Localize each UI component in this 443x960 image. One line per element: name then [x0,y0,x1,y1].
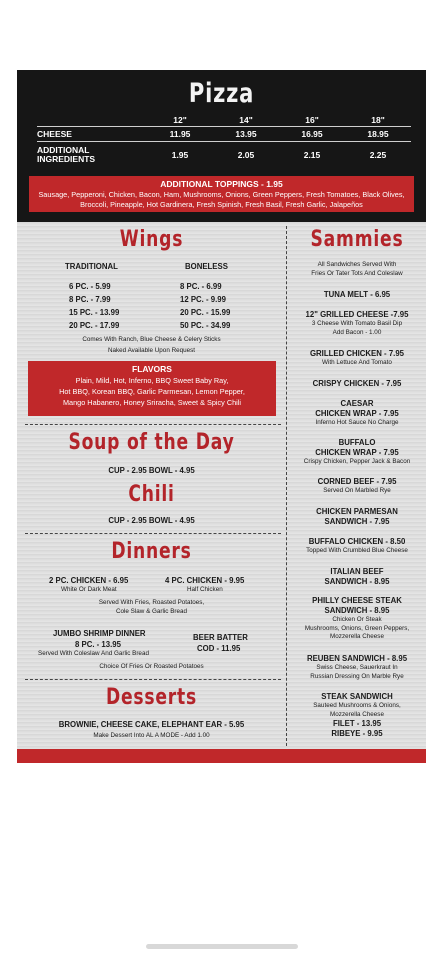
price-cell: 11.95 [169,129,191,139]
flavors-line: Mango Habanero, Honey Sriracha, Sweet & Spicy Chili [62,398,242,407]
corned-beef-item [290,477,424,496]
size-12: 12" [173,115,187,125]
flavors-line: Hot BBQ, Korean BBQ, Garlic Parmesan, Lemon Pepper, [59,387,245,396]
chicken-parmesan-item [290,507,424,527]
grilled-cheese-bacon-note: Add Bacon - 1.00 [332,328,382,336]
corned-beef-note: Served On Marbled Rye [323,487,391,494]
steak-sandwich-item [290,692,424,739]
buffalo-chicken: BUFFALO CHICKEN - 8.50 [308,537,406,546]
price-cell: 2.25 [369,150,387,160]
dessert-items: BROWNIE, CHEESE CAKE, ELEPHANT EAR - 5.95 [58,720,245,729]
price-cell: 18.95 [367,129,389,139]
chili-prices: CUP - 2.95 BOWL - 4.95 [108,516,195,525]
filet-price: FILET - 13.95 [332,719,382,728]
section-divider [25,533,281,534]
chicken-parmesan-line: CHICKEN PARMESAN [316,507,398,516]
price-cell: 13.95 [235,129,257,139]
row-label: ADDITIONAL INGREDIENTS [37,145,96,164]
bottom-red-stripe [17,749,426,763]
sammies-intro-line: Fries Or Tater Tots And Coleslaw [311,269,403,277]
wing-price: 20 PC. - 17.99 [69,321,120,330]
pizza-size-header [37,114,411,126]
wings-heading: Wings [119,227,184,252]
wing-price: 8 PC. - 6.99 [180,282,222,291]
reuben-item [290,654,424,681]
sammies-intro-line: All Sandwiches Served With [317,261,397,268]
soup-prices: CUP - 2.95 BOWL - 4.95 [108,466,195,475]
section-divider [25,679,281,680]
chili-heading: Chili [128,482,175,507]
wing-price: 50 PC. - 34.99 [180,321,231,330]
wing-price: 12 PC. - 9.99 [180,295,226,304]
additional-ingredients-row [37,142,411,168]
additional-toppings-box [29,176,414,212]
two-pc-chicken: 2 PC. CHICKEN - 6.95 [49,576,129,585]
soup-heading: Soup of the Day [68,430,235,455]
column-divider [286,226,287,746]
reuben-sandwich: REUBEN SANDWICH - 8.95 [306,654,408,663]
flavors-box [28,361,276,416]
buffalo-wrap-line: BUFFALO [338,438,376,447]
jumbo-shrimp-dinner: JUMBO SHRIMP DINNER [53,629,146,638]
steak-sandwich-note: Mozzerella Cheese [330,710,384,718]
grilled-chicken: GRILLED CHICKEN - 7.95 [309,349,404,358]
size-14: 14" [239,115,253,125]
pizza-price-table [37,114,411,168]
dinners-heading: Dinners [111,539,192,564]
dinners-served-with: Served With Fries, Roasted Potatoes, [98,599,205,606]
dinners-served-with-2: Cole Slaw & Garlic Bread [115,608,188,615]
jumbo-shrimp-note: Served With Coleslaw And Garlic Bread [38,650,149,657]
philly-price: SANDWICH - 8.95 [324,606,390,615]
philly-line: PHILLY CHEESE STEAK [312,596,402,605]
pizza-title: Pizza [188,78,255,109]
caesar-wrap-item [290,399,424,428]
price-cell: 2.15 [303,150,321,160]
wings-naked-note: Naked Available Upon Request [107,347,196,354]
boneless-label: BONELESS [185,262,228,271]
price-cell: 1.95 [171,150,189,160]
reuben-note: Swiss Cheese, Sauerkraut In [316,664,398,671]
grilled-cheese: 12" GRILLED CHEESE -7.95 [305,310,409,319]
cheese-row [37,127,411,141]
philly-note: Mozzerella Cheese [330,633,384,640]
home-indicator[interactable] [146,944,298,949]
wing-price: 20 PC. - 15.99 [180,308,231,317]
row-label: CHEESE [37,128,72,139]
steak-sandwich-note: Sauteed Mushrooms & Onions, [313,702,401,709]
ribeye-price: RIBEYE - 9.95 [331,729,383,738]
beer-batter-cod-price: COD - 11.95 [197,644,241,653]
philly-cheese-steak-item [290,596,424,642]
menu-board [17,70,426,763]
buffalo-chicken-note: Topped With Crumbled Blue Cheese [306,547,408,554]
dessert-ala-mode-note: Make Dessert Into AL A MODE - Add 1.00 [93,732,210,739]
philly-note: Mushrooms, Onions, Green Peppers, [304,624,410,632]
flavors-title: FLAVORS [132,364,172,374]
price-cell: 16.95 [301,129,323,139]
buffalo-wrap-price: CHICKEN WRAP - 7.95 [315,448,399,457]
jumbo-shrimp-price: 8 PC. - 13.95 [75,640,121,649]
two-pc-chicken-note: White Or Dark Meat [61,586,117,593]
flavors-line: Plain, Mild, Hot, Inferno, BBQ Sweet Baby Ray, [75,376,229,385]
flavors-list [28,375,276,408]
caesar-wrap-note: Inferno Hot Sauce No Charge [315,419,399,426]
wing-price: 15 PC. - 13.99 [69,308,120,317]
buffalo-chicken-item [290,537,424,556]
desserts-heading: Desserts [105,685,198,710]
beer-batter-label: BEER BATTER [193,633,248,642]
grilled-chicken-note: With Lettuce And Tomato [322,359,392,366]
wing-price: 8 PC. - 7.99 [69,295,111,304]
tuna-melt: TUNA MELT - 6.95 [323,290,391,299]
caesar-wrap-price: CHICKEN WRAP - 7.95 [315,409,399,418]
italian-beef-line: ITALIAN BEEF [330,567,384,576]
corned-beef: CORNED BEEF - 7.95 [317,477,397,486]
chicken-parmesan-price: SANDWICH - 7.95 [324,517,390,526]
four-pc-chicken: 4 PC. CHICKEN - 9.95 [165,576,245,585]
four-pc-chicken-note: Half Chicken [187,586,223,593]
crispy-chicken: CRISPY CHICKEN - 7.95 [312,379,402,388]
steak-sandwich: STEAK SANDWICH [321,692,393,701]
grilled-cheese-note: 3 Cheese With Tomato Basil Dip [311,320,403,327]
traditional-label: TRADITIONAL [65,262,118,271]
italian-beef-item [290,567,424,587]
size-18: 18" [371,115,385,125]
pizza-section [17,70,426,222]
section-divider [25,424,281,425]
additional-toppings-title: ADDITIONAL TOPPINGS - 1.95 [160,179,283,189]
buffalo-wrap-note: Crispy Chicken, Pepper Jack & Bacon [303,458,411,465]
grilled-chicken-item [290,349,424,368]
boneless-prices [180,280,230,332]
buffalo-wrap-item [290,438,424,467]
dinners-choice-note: Choice Of Fries Or Roasted Potatoes [99,663,204,670]
philly-note: Chicken Or Steak [332,616,382,623]
price-cell: 2.05 [237,150,255,160]
size-16: 16" [305,115,319,125]
grilled-cheese-item [290,310,424,337]
additional-toppings-list: Sausage, Pepperoni, Chicken, Bacon, Ham, Mushrooms, Onions, Green Peppers, Fresh Tomatoes, Black Olives, Broccoli, Pineapple, Hot Gardinera, Fresh Spinish, Fresh Basil, Fresh Garlic, Jalapeños [38,190,405,209]
traditional-prices [69,280,119,332]
sammies-intro [290,261,424,278]
wings-note: Comes With Ranch, Blue Cheese & Celery Sticks [82,336,221,343]
reuben-note: Russian Dressing On Marble Rye [310,672,404,680]
sammies-heading: Sammies [310,227,404,252]
caesar-wrap-line: CAESAR [340,399,374,408]
italian-beef-price: SANDWICH - 8.95 [324,577,390,586]
wing-price: 6 PC. - 5.99 [69,282,111,291]
